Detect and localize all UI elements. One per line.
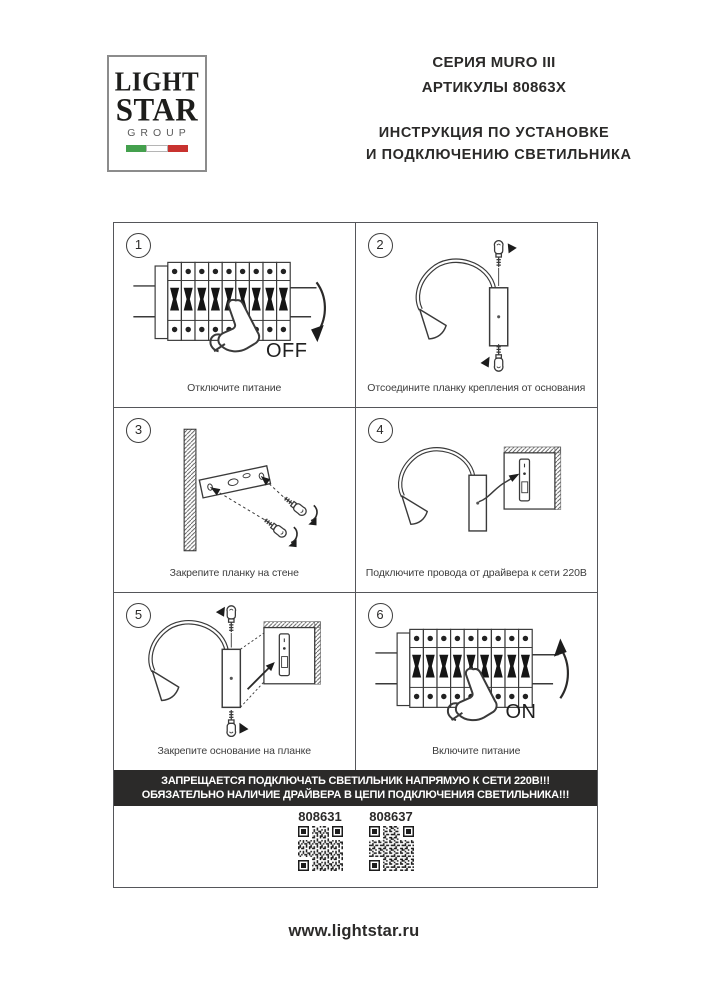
- warning-line-1: ЗАПРЕЩАЕТСЯ ПОДКЛЮЧАТЬ СВЕТИЛЬНИК НАПРЯМУЮ К СЕТИ 220В!!!: [161, 774, 550, 787]
- logo-word-group: GROUP: [127, 127, 191, 139]
- step-cell-3: [114, 408, 356, 593]
- step-cell-1: [114, 223, 356, 408]
- qr-item-808631: [298, 809, 343, 871]
- step-cell-6: [356, 593, 598, 770]
- step-cell-2: [356, 223, 598, 408]
- breaker-on-illustration: [356, 607, 598, 736]
- circuit-breaker-on-icon: [366, 604, 586, 740]
- on-label: ON: [505, 701, 537, 723]
- lamp-detach-illustration: [356, 237, 598, 373]
- qr-label: 808637: [369, 809, 413, 824]
- step-number-badge: 6: [368, 603, 393, 628]
- logo-word-light: LIGHT: [114, 67, 200, 98]
- step-number-badge: 1: [126, 233, 151, 258]
- instruction-frame: [113, 222, 598, 888]
- circuit-breaker-off-icon: [124, 237, 344, 373]
- fix-plate-on-wall-icon: [124, 422, 344, 558]
- connect-wires-icon: [366, 422, 586, 558]
- series-name: СЕРИЯ MURO III: [432, 54, 556, 71]
- warning-line-2: ОБЯЗАТЕЛЬНО НАЛИЧИЕ ДРАЙВЕРА В ЦЕПИ ПОДКЛЮЧЕНИЯ СВЕТИЛЬНИКА!!!: [141, 788, 570, 801]
- header-text: [366, 50, 632, 166]
- step-cell-4: [356, 408, 598, 593]
- series-title: [366, 50, 622, 100]
- qr-item-808637: [369, 809, 414, 871]
- step-caption: Закрепите основание на планке: [157, 745, 312, 757]
- step-caption: Подключите провода от драйвера к сети 220В: [365, 567, 587, 579]
- steps-grid: [114, 223, 597, 770]
- qr-code-icon: [369, 826, 414, 871]
- qr-code-icon: [298, 826, 343, 871]
- step-caption: Включите питание: [432, 745, 521, 757]
- fix-base-illustration: [114, 607, 355, 736]
- logo-word-star: STAR: [115, 91, 199, 128]
- step-number-badge: 3: [126, 418, 151, 443]
- step-caption: Отключите питание: [187, 382, 282, 394]
- step-caption: Отсоедините планку крепления от основания: [367, 382, 586, 394]
- lamp-detach-plate-icon: [366, 237, 586, 373]
- fix-base-on-plate-icon: [124, 604, 344, 740]
- website-link[interactable]: www.lightstar.ru: [288, 922, 420, 940]
- step-cell-5: [114, 593, 356, 770]
- step-number-badge: 2: [368, 233, 393, 258]
- article-number: АРТИКУЛЫ 80863X: [421, 79, 567, 96]
- lightstar-logo: [107, 55, 207, 172]
- step-caption: Закрепите планку на стене: [169, 567, 299, 579]
- bracket-wall-illustration: [114, 422, 355, 558]
- step-number-badge: 4: [368, 418, 393, 443]
- instruction-title: ИНСТРУКЦИЯ ПО УСТАНОВКЕ И ПОДКЛЮЧЕНИЮ СВЕТИЛЬНИКА: [366, 125, 632, 163]
- step-number-badge: 5: [126, 603, 151, 628]
- off-label: OFF: [266, 340, 308, 362]
- connect-driver-illustration: [356, 422, 598, 558]
- qr-label: 808631: [298, 809, 342, 824]
- italian-flag-icon: [126, 145, 188, 152]
- warning-banner: [114, 770, 597, 806]
- qr-section: [114, 806, 597, 887]
- footer: [0, 922, 708, 941]
- breaker-off-illustration: [114, 237, 355, 373]
